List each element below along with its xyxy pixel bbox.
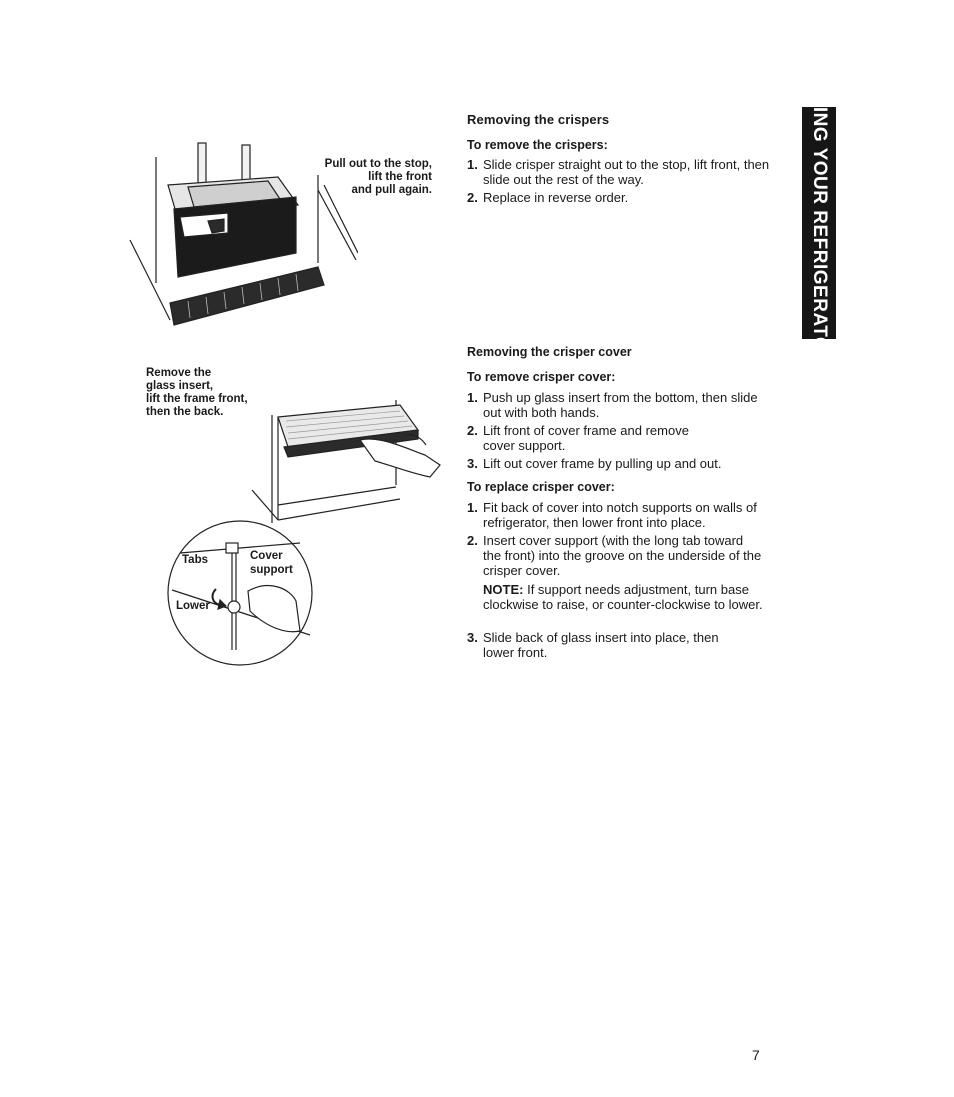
label-tabs: Tabs — [182, 554, 208, 566]
step-number: 1. — [467, 157, 478, 172]
page-number: 7 — [752, 1047, 760, 1063]
step-text: Push up glass insert from the bottom, then slide out with both hands. — [483, 390, 758, 420]
figure2-caption-line: lift the frame front, — [146, 393, 248, 405]
step-number: 1. — [467, 500, 478, 515]
step-text: Fit back of cover into notch supports on walls of refrigerator, then lower front into place. — [483, 500, 757, 530]
remove-step — [467, 423, 703, 453]
step-text: Insert cover support (with the long tab toward the front) into the groove on the underside of the crisper cover. — [483, 533, 762, 578]
label-cover: Cover — [250, 550, 283, 562]
figure2-caption-line: then the back. — [146, 406, 224, 418]
section2-remove-subtitle: To remove crisper cover: — [467, 370, 616, 384]
step-number: 1. — [467, 390, 478, 405]
section1-step — [467, 157, 773, 187]
label-support: support — [250, 564, 293, 576]
replace-step — [467, 500, 773, 530]
replace-step — [467, 533, 763, 578]
figure2-caption-line: glass insert, — [146, 380, 214, 392]
step-number: 3. — [467, 456, 478, 471]
step-text: Lift front of cover frame and remove cover support. — [483, 423, 689, 453]
figure1-caption-line: lift the front — [368, 171, 432, 183]
note-block — [483, 582, 773, 612]
figure1-caption-line: and pull again. — [351, 184, 432, 196]
note-text: If support needs adjustment, turn base clockwise to raise, or counter-clockwise to lower. — [483, 582, 763, 612]
step-number: 2. — [467, 533, 478, 548]
step-number: 2. — [467, 190, 478, 205]
replace-step — [467, 630, 733, 660]
step-text: Slide crisper straight out to the stop, lift front, then slide out the rest of the way. — [483, 157, 770, 187]
step-text: Replace in reverse order. — [483, 190, 629, 205]
figure1-caption-line: Pull out to the stop, — [324, 158, 432, 170]
section1-subtitle: To remove the crispers: — [467, 138, 608, 152]
step-number: 2. — [467, 423, 478, 438]
crisper-cover-illustration — [160, 395, 450, 675]
section1-step — [467, 190, 773, 205]
section2-replace-subtitle: To replace crisper cover: — [467, 480, 615, 494]
remove-step — [467, 390, 773, 420]
step-text: Lift out cover frame by pulling up and out. — [483, 456, 722, 471]
figure2-caption-line: Remove the — [146, 367, 212, 379]
remove-step — [467, 456, 773, 471]
label-lower: Lower — [176, 600, 210, 612]
section-side-tab — [802, 79, 836, 367]
figure1-caption — [316, 158, 432, 197]
step-text: Slide back of glass insert into place, then lower front. — [483, 630, 719, 660]
section1-title: Removing the crispers — [467, 112, 610, 127]
note-label: NOTE: — [483, 582, 524, 597]
step-number: 3. — [467, 630, 478, 645]
side-tab-label: USING YOUR REFRIGERATOR — [809, 79, 830, 367]
section2-title: Removing the crisper cover — [467, 345, 632, 359]
